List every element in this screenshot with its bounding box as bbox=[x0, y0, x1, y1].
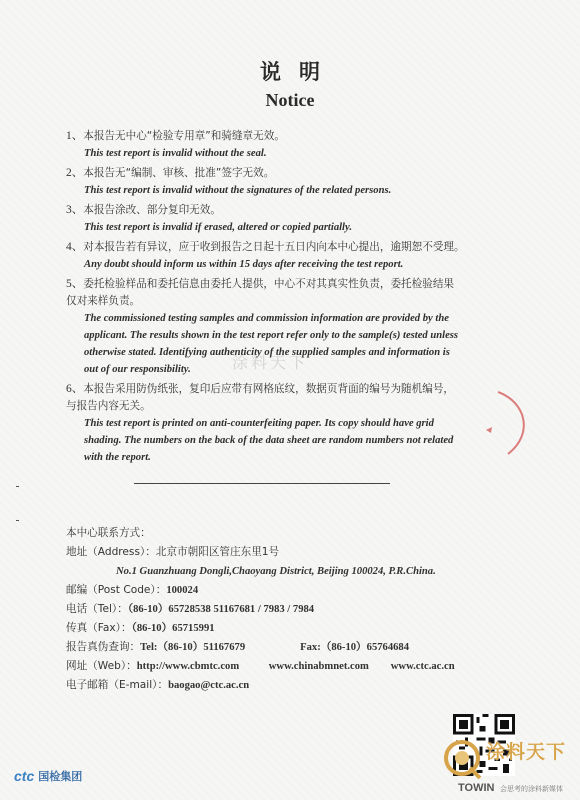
towin-brand-en: TOWIN bbox=[458, 782, 495, 794]
item-text-en: This test report is printed on anti-counterfeiting paper. Its copy should have grid bbox=[84, 418, 434, 429]
item-number: 5、 bbox=[66, 278, 84, 290]
item-text-cn: 委托检验样品和委托信息由委托人提供，中心不对其真实性负责，委托检验结果 bbox=[83, 278, 455, 290]
email-label: 电子邮箱（E-mail）： bbox=[66, 679, 169, 691]
notice-item bbox=[66, 239, 496, 273]
item-number: 2、 bbox=[66, 167, 84, 179]
item-text-cn-cont: 与报告内容无关。 bbox=[66, 400, 151, 412]
item-text-cn: 本报告无“编制、审核、批准”签字无效。 bbox=[83, 167, 275, 179]
postcode-row bbox=[66, 581, 506, 600]
margin-mark bbox=[16, 486, 19, 487]
tel-row bbox=[66, 600, 506, 619]
seal-stamp-fragment bbox=[478, 388, 538, 458]
item-text-en: Any doubt should inform us within 15 days after receiving the test report. bbox=[84, 259, 404, 270]
title-chinese: 说明 bbox=[260, 60, 338, 84]
address-row bbox=[66, 543, 506, 562]
watermark-text: 涂料天下 bbox=[232, 353, 309, 372]
item-text-cn: 本报告采用防伪纸张，复印后应带有网格底纹，数据页背面的编号为随机编号， bbox=[83, 383, 455, 395]
contact-heading: 本中心联系方式： bbox=[66, 527, 151, 539]
fax-label: 传真（Fax）： bbox=[66, 622, 132, 634]
web-link[interactable]: www.ctc.ac.cn bbox=[390, 661, 455, 672]
web-label: 网址（Web）： bbox=[66, 660, 137, 672]
item-text-en: with the report. bbox=[84, 452, 151, 463]
address-en: No.1 Guanzhuang Dongli,Chaoyang District, Beijing 100024, P.R.China. bbox=[116, 566, 436, 577]
item-text-en: This test report is invalid without the seal. bbox=[84, 148, 267, 159]
postcode-value: 100024 bbox=[166, 585, 199, 596]
item-text-cn-cont: 仅对来样负责。 bbox=[66, 295, 141, 307]
towin-brand: 涂料天下 bbox=[486, 741, 567, 763]
item-text-en: The commissioned testing samples and commission information are provided by the bbox=[84, 313, 449, 324]
item-text-en: This test report is invalid without the signatures of the related persons. bbox=[84, 185, 392, 196]
inquiry-label: 报告真伪查询： bbox=[66, 641, 141, 653]
fax-value: （86-10）65715991 bbox=[131, 623, 215, 634]
notice-list bbox=[66, 128, 496, 469]
ctc-logo bbox=[14, 768, 82, 784]
web-link[interactable]: www.chinabmnet.com bbox=[268, 661, 369, 672]
item-text-cn: 本报告涂改、部分复印无效。 bbox=[83, 204, 221, 216]
address-cn: 北京市朝阳区管庄东里1号 bbox=[155, 546, 280, 558]
item-text-en: This test report is invalid if erased, altered or copied partially. bbox=[84, 222, 352, 233]
item-number: 3、 bbox=[66, 204, 84, 216]
ctc-logo-cn: 国检集团 bbox=[38, 770, 83, 783]
item-number: 6、 bbox=[66, 383, 84, 395]
notice-item bbox=[66, 165, 496, 199]
postcode-label: 邮编（Post Code）： bbox=[66, 584, 167, 596]
tel-value: （86-10）65728538 51167681 / 7983 / 7984 bbox=[127, 604, 315, 615]
divider-line bbox=[134, 483, 390, 484]
email-row bbox=[66, 676, 506, 695]
title-english: Notice bbox=[265, 90, 315, 110]
inquiry-row bbox=[66, 638, 506, 657]
email-value[interactable]: baogao@ctc.ac.cn bbox=[168, 680, 250, 691]
margin-mark bbox=[16, 520, 19, 521]
item-text-en: otherwise stated. Identifying authenticity of the supplied samples and information is bbox=[84, 347, 450, 358]
ctc-logo-en: ctc bbox=[14, 768, 35, 784]
item-text-cn: 对本报告若有异议，应于收到报告之日起十五日内向本中心提出，逾期恕不受理。 bbox=[83, 241, 465, 253]
fax-row bbox=[66, 619, 506, 638]
tel-label: 电话（Tel）： bbox=[66, 603, 128, 615]
notice-item bbox=[66, 381, 496, 466]
item-text-cn: 本报告无中心“检验专用章”和骑缝章无效。 bbox=[83, 130, 285, 142]
item-text-en: applicant. The results shown in the test report refer only to the sample(s) tested unless bbox=[84, 330, 459, 341]
address-label: 地址（Address）： bbox=[66, 546, 156, 558]
notice-item bbox=[66, 202, 496, 236]
notice-item bbox=[66, 128, 496, 162]
item-number: 4、 bbox=[66, 241, 84, 253]
inquiry-fax: Fax:（86-10）65764684 bbox=[300, 642, 410, 653]
inquiry-tel: Tel:（86-10）51167679 bbox=[140, 642, 246, 653]
web-row bbox=[66, 657, 506, 676]
towin-slogan: 会思考的涂料新媒体 bbox=[500, 785, 563, 793]
item-text-en: out of our responsibility. bbox=[84, 364, 191, 375]
contact-block bbox=[66, 524, 506, 695]
item-text-en: shading. The numbers on the back of the data sheet are random numbers not related bbox=[84, 435, 454, 446]
item-number: 1、 bbox=[66, 130, 84, 142]
web-link[interactable]: http://www.cbmtc.com bbox=[136, 661, 240, 672]
